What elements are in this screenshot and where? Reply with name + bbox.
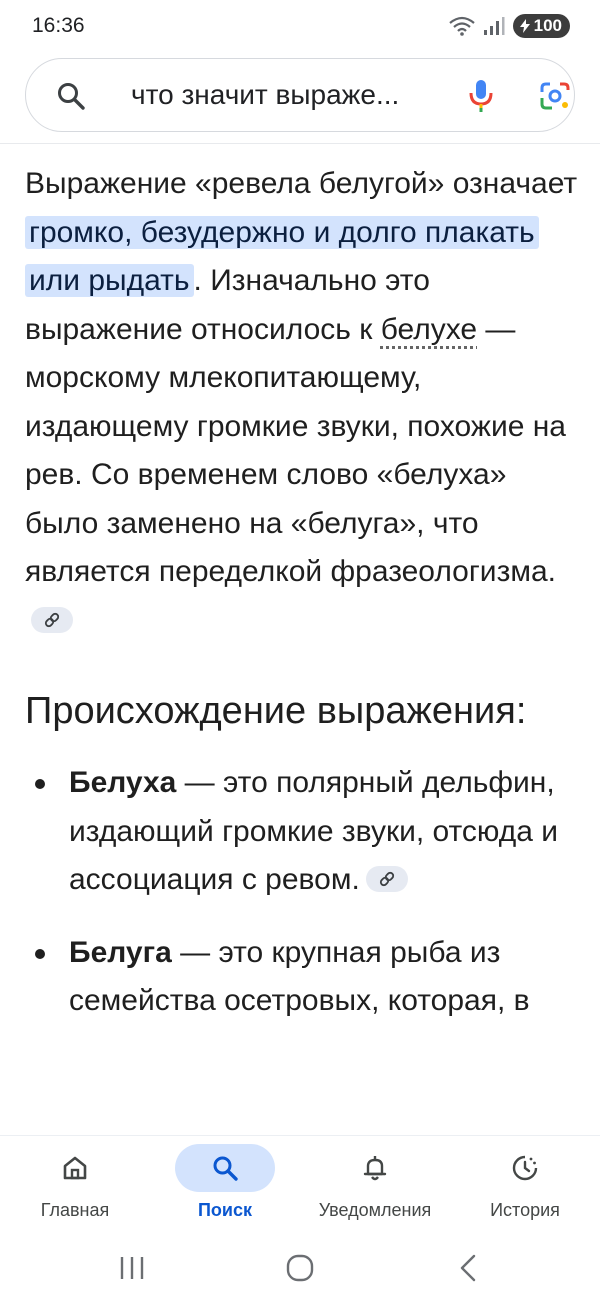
source-link-chip[interactable] [366, 866, 408, 892]
origin-rest: — морскому млекопитающему, издающему громкие звуки, похожие на рев. Со временем слово «белуха» было заменено на «белуга», что является переделкой фразеологизма. [25, 312, 566, 588]
nav-search[interactable] [150, 1136, 300, 1236]
list-item [25, 929, 580, 1026]
bottom-navigation [0, 1136, 600, 1236]
answer-paragraph [25, 160, 580, 645]
home-icon [61, 1154, 89, 1182]
belukha-link[interactable]: белухе [380, 312, 478, 346]
back-icon [456, 1253, 480, 1283]
charging-icon [519, 19, 531, 33]
nav-search-label: Поиск [197, 1200, 253, 1220]
source-link-chip[interactable] [31, 607, 73, 633]
battery-level: 100 [533, 16, 562, 35]
nav-history-label: История [490, 1200, 560, 1220]
section-heading: Происхождение выражения: [25, 690, 527, 732]
search-input[interactable]: что значит выраже... [131, 79, 400, 110]
home-button[interactable] [278, 1246, 322, 1290]
highlighted-definition: громко, безудержно и долго плакать или рыдать [25, 216, 539, 298]
nav-history-pill [475, 1144, 575, 1192]
search-icon [211, 1154, 239, 1182]
nav-home[interactable] [0, 1136, 150, 1236]
nav-notifications-pill [325, 1144, 425, 1192]
ai-answer [25, 160, 580, 1050]
intro-end: . [193, 264, 202, 297]
history-icon [510, 1153, 540, 1183]
nav-search-pill [175, 1144, 275, 1192]
origin-text: Изначально это выражение относилось к [25, 264, 430, 346]
home-circle-icon [285, 1253, 315, 1283]
recent-apps-button[interactable] [110, 1246, 154, 1290]
link-icon [378, 870, 396, 888]
bell-icon [361, 1154, 389, 1182]
nav-home-pill [25, 1144, 125, 1192]
bullet-text: — это полярный дельфин, издающий громкие звуки, отсюда и ассоциация с ревом. [69, 766, 559, 896]
bullet-term: Белуга [69, 935, 172, 969]
back-button[interactable] [446, 1246, 490, 1290]
status-time: 16:36 [32, 14, 85, 37]
battery-indicator [513, 14, 570, 38]
divider [0, 143, 600, 144]
bullet-term: Белуха [69, 766, 177, 799]
intro-text: Выражение «ревела белугой» означает [25, 167, 578, 200]
status-bar [0, 0, 600, 52]
nav-notifications-label: Уведомления [318, 1200, 432, 1220]
nav-history[interactable] [450, 1136, 600, 1236]
lens-camera-icon[interactable] [538, 80, 572, 112]
system-navigation [0, 1236, 600, 1299]
status-icons [449, 14, 570, 38]
microphone-icon[interactable] [464, 78, 498, 114]
search-bar[interactable] [25, 58, 575, 132]
nav-notifications[interactable] [300, 1136, 450, 1236]
link-icon [43, 611, 61, 629]
list-item [25, 759, 580, 905]
wifi-icon [449, 16, 475, 36]
nav-home-label: Главная [40, 1200, 110, 1220]
bullet-text: — это крупная рыба из семейства осетровых, которая, в [69, 935, 530, 1017]
origin-list [25, 759, 580, 1026]
search-icon[interactable] [56, 81, 86, 111]
signal-icon [483, 16, 505, 36]
recent-apps-icon [117, 1254, 147, 1282]
